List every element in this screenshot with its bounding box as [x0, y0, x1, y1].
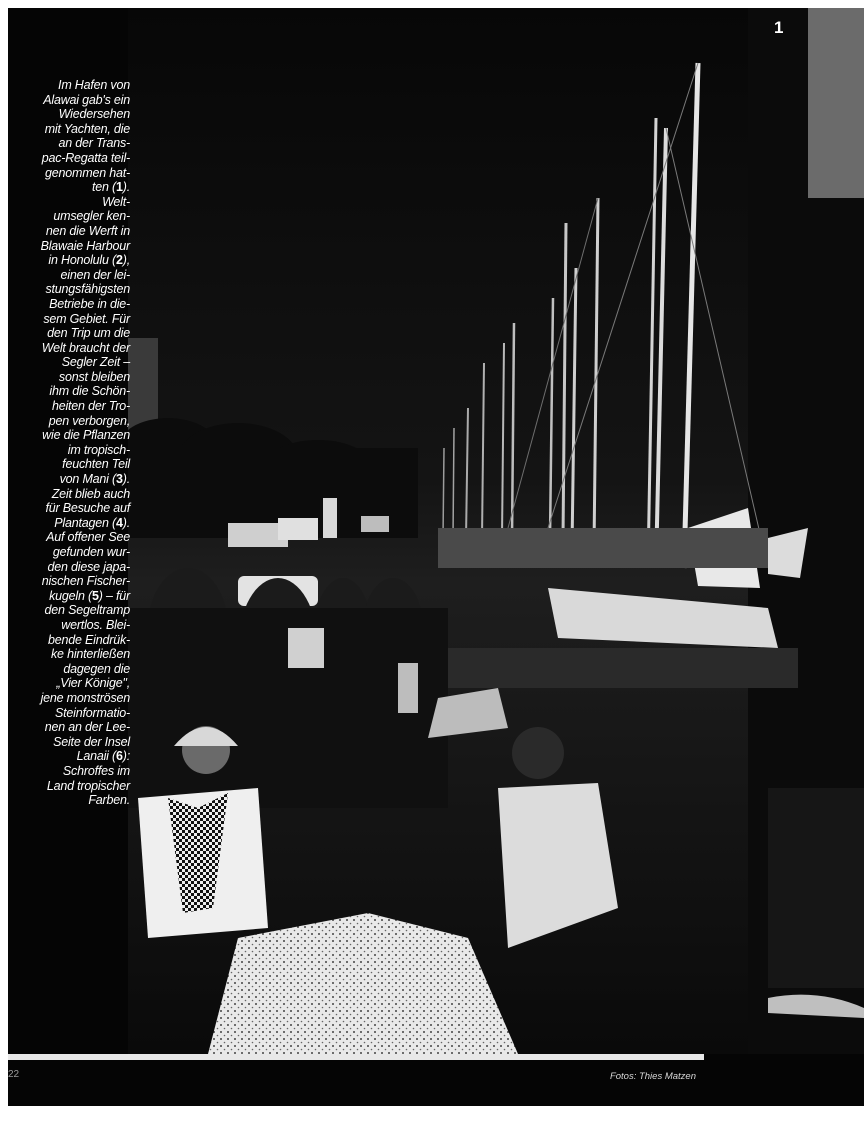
caption-text: dagegen die	[63, 661, 130, 676]
caption-line	[14, 107, 130, 122]
caption-text: ke hinterließen	[51, 647, 130, 662]
caption-photo-ref: 4	[115, 515, 123, 530]
caption-line	[14, 282, 130, 297]
caption-text: wertlos. Blei-	[61, 617, 130, 632]
caption-text: Land tropischer	[46, 778, 130, 793]
caption-line	[14, 633, 130, 648]
caption-text: Im Hafen von	[58, 78, 130, 92]
caption-text: pen verborgen,	[48, 413, 130, 428]
caption-text: kugeln (	[49, 588, 92, 603]
caption-line	[14, 341, 130, 356]
caption-line	[14, 253, 130, 268]
photo-number: 1	[774, 18, 784, 37]
caption-line	[14, 706, 130, 721]
caption-text: sem Gebiet. Für	[43, 311, 130, 326]
caption-text: Wiedersehen	[58, 107, 130, 122]
caption-photo-ref: 6	[115, 749, 123, 764]
caption-line	[14, 180, 130, 195]
caption-text: heiten der Tro-	[51, 399, 130, 414]
caption-text: in Honolulu (	[48, 253, 116, 268]
caption-line	[14, 662, 130, 677]
caption-text: ).	[122, 515, 130, 530]
caption-line	[14, 501, 130, 516]
caption-line	[14, 370, 130, 385]
caption-line	[14, 793, 130, 808]
caption-text: stungsfähigsten	[45, 282, 130, 297]
caption-line	[14, 735, 130, 750]
person-white-shirt	[288, 628, 324, 668]
caption-line	[14, 209, 130, 224]
caption-line	[14, 166, 130, 181]
caption-line	[14, 384, 130, 399]
right-edge-block	[704, 1054, 864, 1106]
caption-text: Alawai gab's ein	[43, 92, 130, 107]
bollard	[398, 663, 418, 713]
caption-text: ):	[122, 749, 130, 764]
caption-text: für Besuche auf	[45, 501, 130, 516]
caption-line	[14, 122, 130, 137]
caption-line	[14, 312, 130, 327]
caption-text: Seite der Insel	[53, 734, 130, 749]
caption-text: Blawaie Harbour	[40, 238, 130, 253]
caption-text: nen an der Lee-	[44, 720, 130, 735]
caption-text: Welt-	[102, 194, 130, 209]
caption-line	[14, 151, 130, 166]
caption-line	[14, 239, 130, 254]
caption-photo-ref: 5	[91, 588, 99, 603]
caption-line	[14, 574, 130, 589]
caption-line	[14, 195, 130, 210]
caption-line	[14, 93, 130, 108]
caption-line	[14, 749, 130, 764]
caption-line	[14, 691, 130, 706]
caption-text: ),	[122, 253, 130, 268]
caption-line	[14, 297, 130, 312]
caption-text: Lanaii (	[76, 749, 116, 764]
page-number: 22	[8, 1069, 20, 1080]
caption-line	[14, 399, 130, 414]
caption-line	[14, 78, 130, 93]
caption-text: den diese japa-	[47, 559, 130, 574]
caption-text: Betriebe in die-	[49, 296, 130, 311]
caption-photo-ref: 2	[115, 253, 123, 268]
caption-text: Zeit blieb auch	[51, 486, 130, 501]
caption-line	[14, 268, 130, 283]
caption-photo-ref: 1	[115, 180, 123, 195]
caption-text: ).	[122, 472, 130, 487]
caption-text: Farben.	[88, 793, 130, 808]
palm-leaves	[768, 788, 864, 988]
caption-text: feuchten Teil	[62, 457, 130, 472]
harbor-photo	[128, 8, 864, 1054]
caption-text: Segler Zeit –	[61, 355, 130, 370]
caption-text: den Segeltramp	[44, 603, 130, 618]
caption-line	[14, 779, 130, 794]
caption-line	[14, 326, 130, 341]
caption-text: genommen hat-	[45, 165, 130, 180]
caption-text: ) – für	[98, 588, 130, 603]
caption-photo-ref: 3	[115, 472, 123, 487]
bottom-rule	[8, 1054, 704, 1060]
caption-text: Schroffes im	[62, 763, 130, 778]
photo-caption	[14, 78, 130, 808]
caption-text: ).	[122, 180, 130, 195]
caption-line	[14, 414, 130, 429]
caption-text: Steinformatio-	[54, 705, 130, 720]
caption-line	[14, 647, 130, 662]
caption-text: von Mani (	[59, 472, 116, 487]
caption-line	[14, 516, 130, 531]
photo-spread	[8, 8, 864, 1106]
caption-line	[14, 764, 130, 779]
caption-text: nischen Fischer-	[41, 574, 130, 589]
caption-line	[14, 487, 130, 502]
caption-text: nen die Werft in	[45, 223, 130, 238]
caption-text: jene monströsen	[40, 690, 130, 705]
caption-text: Plantagen (	[54, 515, 116, 530]
caption-text: Welt braucht der	[41, 340, 130, 355]
caption-text: einen der lei-	[60, 267, 130, 282]
caption-line	[14, 603, 130, 618]
caption-line	[14, 720, 130, 735]
caption-line	[14, 545, 130, 560]
caption-line	[14, 457, 130, 472]
caption-line	[14, 355, 130, 370]
caption-line	[14, 136, 130, 151]
caption-text: gefunden wur-	[52, 545, 130, 559]
caption-text: pac-Regatta teil-	[41, 150, 130, 165]
caption-text: mit Yachten, die	[44, 121, 130, 136]
caption-text: sonst bleiben	[58, 369, 130, 384]
caption-line	[14, 618, 130, 633]
caption-text: ten (	[91, 180, 116, 195]
caption-text: den Trip um die	[47, 326, 130, 341]
caption-line	[14, 676, 130, 691]
caption-text: an der Trans-	[58, 136, 130, 151]
caption-text: Auf offener See	[46, 530, 130, 545]
caption-text: „Vier Könige",	[56, 676, 130, 691]
caption-line	[14, 224, 130, 239]
caption-line	[14, 472, 130, 487]
caption-text: im tropisch-	[67, 442, 130, 457]
caption-text: bende Eindrük-	[48, 632, 130, 647]
caption-line	[14, 560, 130, 575]
caption-line	[14, 428, 130, 443]
caption-line	[14, 530, 130, 545]
building-edge	[808, 8, 864, 198]
caption-line	[14, 443, 130, 458]
caption-text: ihm die Schön-	[49, 384, 130, 399]
caption-line	[14, 589, 130, 604]
caption-text: wie die Pflanzen	[42, 428, 130, 443]
photo-credit: Fotos: Thies Matzen	[609, 1071, 696, 1082]
caption-text: umsegler ken-	[53, 209, 130, 224]
